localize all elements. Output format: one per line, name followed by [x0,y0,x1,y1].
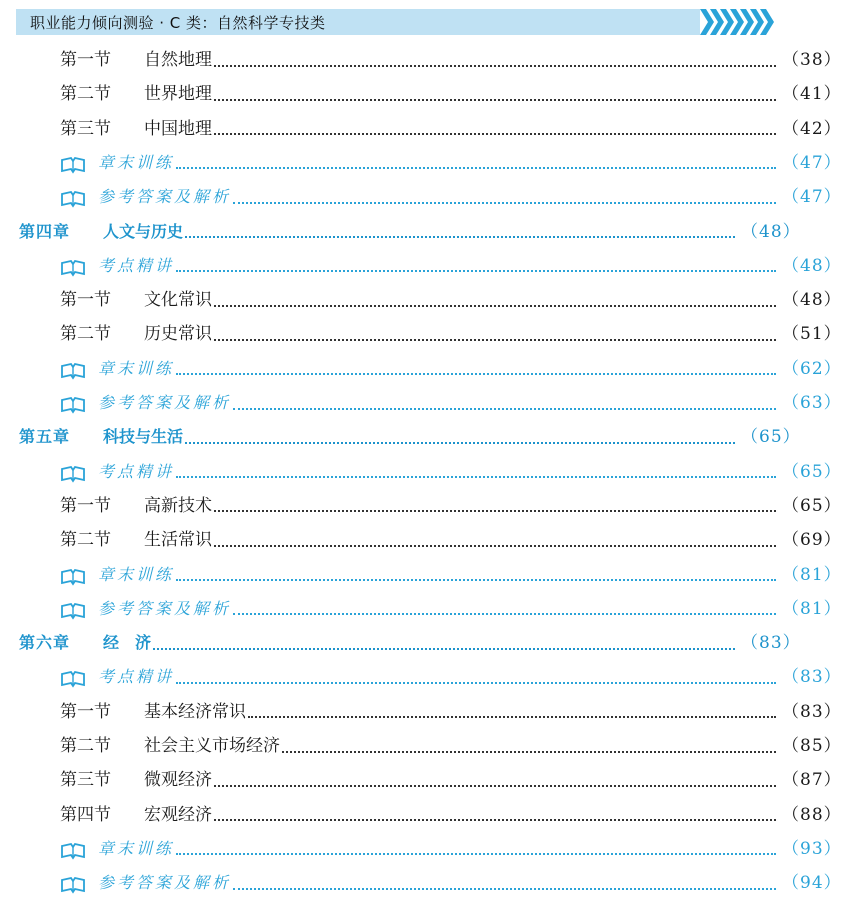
toc-section-row[interactable] [0,733,850,759]
section-number: 第一节 [60,290,111,311]
book-icon [60,189,86,205]
dot-leader [176,578,776,581]
book-icon [60,395,86,411]
book-icon [60,875,86,891]
toc-entry-label [60,287,212,313]
toc-entry-label [19,219,183,245]
toc-entry-title: 考点精讲 [98,461,175,481]
section-number: 第三节 [60,118,111,139]
toc-section-row[interactable] [0,699,850,725]
page-number: （48） [782,255,842,276]
book-icon [60,841,86,857]
toc-special-row[interactable] [0,390,850,416]
toc-entry-label [60,870,231,896]
toc-entry-title: 微观经济 [144,770,212,791]
section-number: 第二节 [60,84,111,105]
page-number: （62） [782,358,842,379]
toc-special-row[interactable] [0,836,850,862]
toc-entry-title: 自然地理 [144,50,212,70]
toc-entry-label [60,562,174,588]
toc-special-row[interactable] [0,562,850,588]
dot-leader [176,372,776,375]
page-number: （85） [782,736,842,756]
dot-leader [233,407,776,410]
page-number: （83） [782,667,842,688]
toc-section-row[interactable] [0,81,850,107]
dot-leader [233,201,776,204]
book-icon [60,669,86,685]
page-number: （83） [741,633,801,654]
toc-entry-title: 章末训练 [98,564,175,584]
page-number: （83） [782,701,842,722]
dot-leader [185,441,735,444]
dot-leader [153,647,735,650]
page-number: （81） [782,598,842,619]
toc-entry-title: 世界地理 [144,84,212,105]
toc-entry-title: 文化常识 [144,290,212,311]
toc-section-row[interactable] [0,527,850,553]
toc-entry-label [60,116,212,142]
toc-entry-label [19,630,151,656]
book-icon [60,361,86,377]
toc-special-row[interactable] [0,150,850,176]
toc-section-row[interactable] [0,802,850,828]
toc-entry-label [60,699,246,725]
toc-entry-label [60,493,212,519]
toc-entry-title: 中国地理 [144,118,212,139]
page-number: （47） [782,152,842,173]
toc-entry-title: 科技与生活 [103,427,184,447]
toc-entry-label [60,767,212,793]
chapter-number: 第五章 [19,427,71,447]
page-number: （65） [782,461,842,482]
toc-entry-label [60,596,231,622]
page-number: （38） [782,50,842,70]
toc-entry-label [60,459,174,485]
toc-entry-title: 考点精讲 [98,667,175,687]
dot-leader [233,612,776,615]
section-number: 第一节 [60,50,111,70]
toc-special-row[interactable] [0,664,850,690]
dot-leader [282,750,776,753]
page-number: （88） [782,804,842,825]
book-icon [60,601,86,617]
toc-entry-label [60,836,174,862]
toc-entry-label [60,321,212,347]
section-number: 第二节 [60,530,111,551]
page-number: （48） [741,221,801,242]
toc-entry-label [60,733,280,759]
toc-chapter-row[interactable] [0,630,809,656]
toc-entry-title: 参考答案及解析 [98,187,232,207]
toc-entry-label [60,802,212,828]
section-number: 第三节 [60,770,111,791]
header-stripes-decoration [700,9,774,35]
page-number: （94） [782,873,842,894]
toc-entry-title: 章末训练 [98,838,175,858]
dot-leader [176,852,776,855]
dot-leader [233,887,776,890]
toc-entry-title: 参考答案及解析 [98,598,232,618]
section-number: 第二节 [60,324,111,345]
dot-leader [176,166,776,169]
toc-entry-title: 生活常识 [144,530,212,551]
dot-leader [214,98,776,101]
page-number: （65） [782,495,842,516]
toc-entry-label [60,527,212,553]
book-icon [60,258,86,274]
dot-leader [214,544,776,547]
toc-entry-label [60,184,231,210]
toc-section-row[interactable] [0,47,850,73]
dot-leader [214,784,776,787]
toc-entry-title: 社会主义市场经济 [144,736,280,756]
section-number: 第四节 [60,804,111,825]
toc-entry-title: 基本经济常识 [144,701,246,722]
toc-entry-label [60,81,212,107]
toc-special-row[interactable] [0,459,850,485]
toc-entry-title: 考点精讲 [98,255,175,275]
chapter-number: 第四章 [19,221,71,241]
section-number: 第一节 [60,701,111,722]
section-number: 第二节 [60,736,111,756]
book-icon [60,155,86,171]
book-icon [60,567,86,583]
toc-special-row[interactable] [0,870,850,896]
book-icon [60,464,86,480]
toc-section-row[interactable] [0,767,850,793]
page-number: （51） [782,324,842,345]
toc-entry-title: 经 济 [103,633,152,653]
toc-special-row[interactable] [0,184,850,210]
page-number: （69） [782,530,842,551]
toc-chapter-row[interactable] [0,219,809,245]
toc-entry-label [60,356,174,382]
toc-section-row[interactable] [0,287,850,313]
toc-entry-label [60,150,174,176]
chapter-number: 第六章 [19,633,71,653]
dot-leader [176,475,776,478]
toc-special-row[interactable] [0,253,850,279]
dot-leader [214,64,776,67]
page-number: （47） [782,187,842,208]
toc-entry-title: 参考答案及解析 [98,873,232,893]
toc-entry-title: 宏观经济 [144,804,212,825]
page-header-band [16,9,774,35]
dot-leader [176,681,776,684]
page-number: （93） [782,838,842,859]
section-number: 第一节 [60,495,111,516]
dot-leader [214,818,776,821]
dot-leader [176,269,776,272]
dot-leader [214,132,776,135]
dot-leader [248,715,776,718]
toc-entry-label [60,253,174,279]
toc-entry-title: 历史常识 [144,324,212,345]
toc-special-row[interactable] [0,596,850,622]
toc-entry-title: 人文与历史 [103,221,184,241]
toc-chapter-row[interactable] [0,424,809,450]
page-number: （65） [741,427,801,448]
toc-entry-label [19,424,183,450]
dot-leader [214,338,776,341]
page-number: （48） [782,290,842,311]
toc-section-row[interactable] [0,116,850,142]
toc-entry-title: 章末训练 [98,152,175,172]
toc-entry-label [60,390,231,416]
page-number: （63） [782,393,842,413]
page-number: （87） [782,770,842,791]
dot-leader [214,304,776,307]
toc-entry-title: 章末训练 [98,358,175,378]
page-number: （41） [782,84,842,105]
toc-section-row[interactable] [0,321,850,347]
toc-section-row[interactable] [0,493,850,519]
toc-entry-label [60,664,174,690]
dot-leader [185,235,735,238]
header-title: 职业能力倾向测验 · C 类：自然科学专技类 [30,14,326,32]
toc-entry-title: 参考答案及解析 [98,393,232,412]
toc-entry-label [60,47,212,73]
toc-entry-title: 高新技术 [144,495,212,516]
page-number: （42） [782,118,842,139]
page-number: （81） [782,564,842,585]
dot-leader [214,509,776,512]
toc-special-row[interactable] [0,356,850,382]
